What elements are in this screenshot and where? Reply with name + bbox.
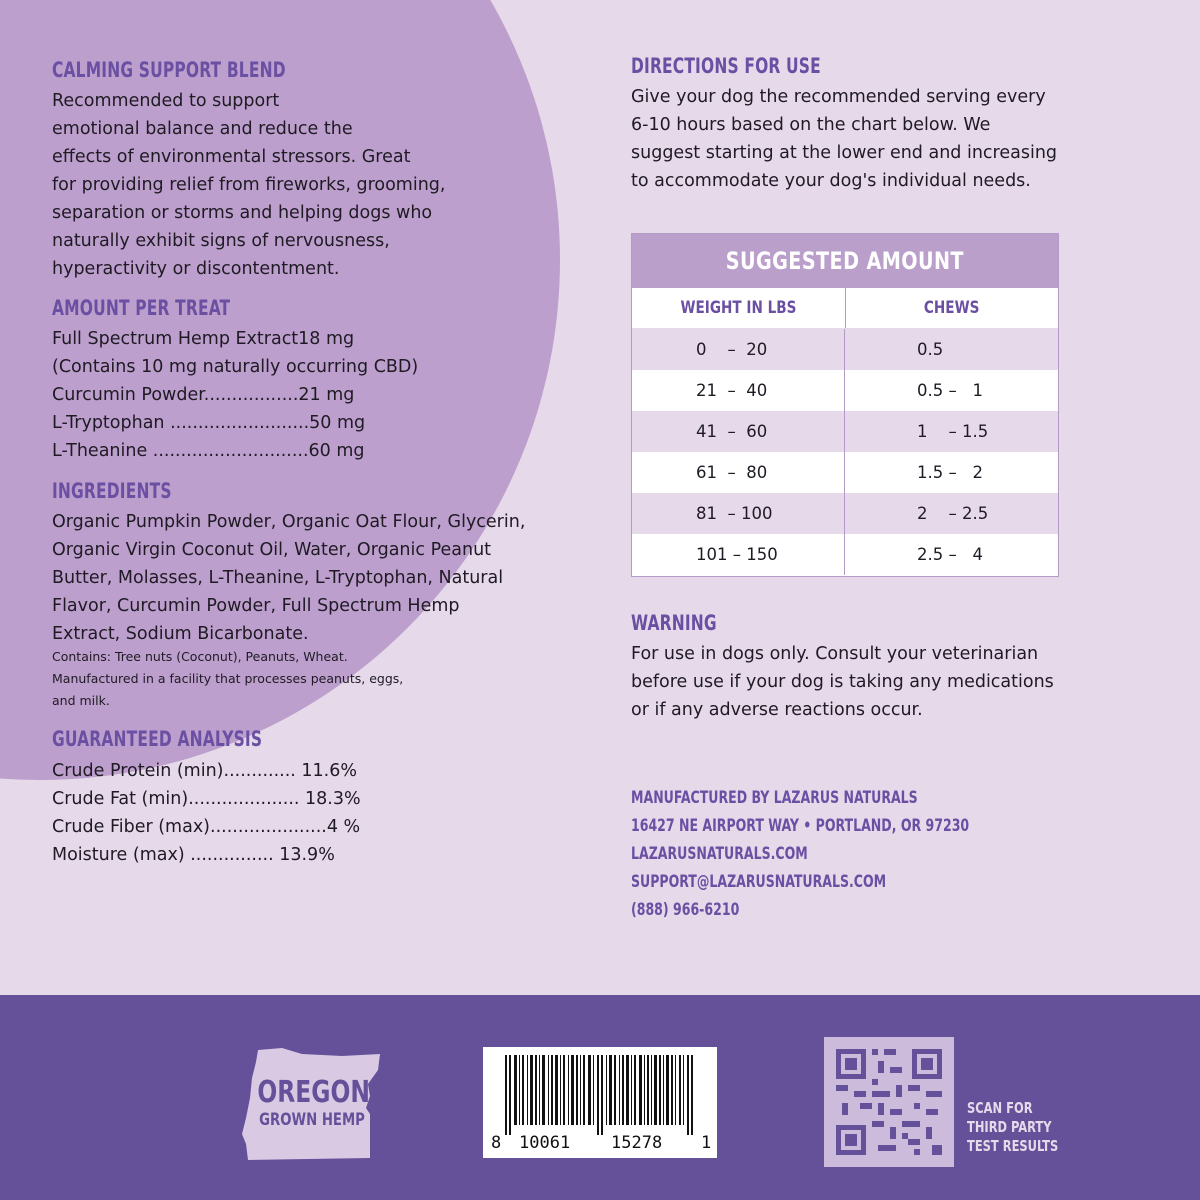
ingredients-line: Butter, Molasses, L-Theanine, L-Tryptophan, Natural xyxy=(52,568,504,588)
calming-line: hyperactivity or discontentment. xyxy=(52,259,340,279)
oregon-subtitle: GROWN HEMP xyxy=(259,1110,365,1130)
directions-line: Give your dog the recommended serving every xyxy=(631,87,1046,107)
suggested-amount-table xyxy=(631,233,1059,577)
table-title-bar xyxy=(632,234,1058,288)
chews-cell: 0.5 – 1 xyxy=(917,381,983,400)
analysis-line: Crude Fiber (max).....................4 % xyxy=(52,817,361,837)
warning-line: or if any adverse reactions occur. xyxy=(631,700,923,720)
calming-line: effects of environmental stressors. Great xyxy=(52,147,411,167)
qr-code[interactable] xyxy=(824,1037,954,1167)
chews-cell: 1 – 1.5 xyxy=(917,422,989,441)
directions-line: to accommodate your dog's individual needs. xyxy=(631,171,1031,191)
barcode-digit: 15278 xyxy=(611,1133,663,1153)
manufacturer-info xyxy=(631,784,969,924)
weight-cell: 81 – 100 xyxy=(632,493,845,534)
warning-line: For use in dogs only. Consult your veterinarian xyxy=(631,644,1039,664)
oregon-title: OREGON xyxy=(257,1075,370,1110)
ingredients-line: Organic Pumpkin Powder, Organic Oat Flour, Glycerin, xyxy=(52,512,526,532)
chews-cell: 0.5 xyxy=(917,340,944,359)
calming-line: for providing relief from fireworks, grooming, xyxy=(52,175,446,195)
table-body xyxy=(632,329,1058,575)
barcode-bars-icon xyxy=(491,1055,709,1135)
amount-line: L-Theanine ............................60 mg xyxy=(52,441,365,461)
calming-line: emotional balance and reduce the xyxy=(52,119,353,139)
manufacturer-website: LAZARUSNATURALS.COM xyxy=(631,844,808,864)
qr-caption xyxy=(967,1099,1058,1156)
table-row xyxy=(632,370,1058,411)
directions-title: DIRECTIONS FOR USE xyxy=(631,54,821,78)
calming-title: CALMING SUPPORT BLEND xyxy=(52,58,286,82)
table-row xyxy=(632,452,1058,493)
ingredients-list xyxy=(52,508,525,648)
allergen-notes xyxy=(52,646,403,712)
chews-cell: 2.5 – 4 xyxy=(917,545,983,564)
barcode xyxy=(483,1047,717,1158)
manufacturer-email: SUPPORT@LAZARUSNATURALS.COM xyxy=(631,872,887,892)
directions-text xyxy=(631,83,1057,195)
table-row xyxy=(632,493,1058,534)
manufacturer-address: 16427 NE AIRPORT WAY • PORTLAND, OR 97230 xyxy=(631,816,970,836)
weight-cell: 0 – 20 xyxy=(632,329,845,370)
amount-line: (Contains 10 mg naturally occurring CBD) xyxy=(52,357,419,377)
chews-cell: 1.5 – 2 xyxy=(917,463,983,482)
qr-caption-line: THIRD PARTY xyxy=(967,1118,1052,1136)
ingredients-line: Extract, Sodium Bicarbonate. xyxy=(52,624,309,644)
analysis-line: Crude Protein (min)............. 11.6% xyxy=(52,761,357,781)
chews-column-header xyxy=(846,288,1058,328)
analysis-title: GUARANTEED ANALYSIS xyxy=(52,727,263,751)
qr-caption-line: TEST RESULTS xyxy=(967,1137,1059,1155)
qr-caption-line: SCAN FOR xyxy=(967,1099,1033,1117)
qr-code-icon xyxy=(824,1037,954,1167)
weight-header-label: WEIGHT IN LBS xyxy=(680,298,797,318)
analysis-list xyxy=(52,757,361,869)
directions-line: suggest starting at the lower end and increasing xyxy=(631,143,1058,163)
warning-line: before use if your dog is taking any medications xyxy=(631,672,1054,692)
analysis-line: Moisture (max) ............... 13.9% xyxy=(52,845,335,865)
weight-cell: 41 – 60 xyxy=(632,411,845,452)
amount-list xyxy=(52,325,418,465)
amount-line: Curcumin Powder.................21 mg xyxy=(52,385,355,405)
warning-text xyxy=(631,640,1054,724)
table-row xyxy=(632,411,1058,452)
table-row xyxy=(632,329,1058,370)
oregon-label xyxy=(242,1076,382,1130)
ingredients-title: INGREDIENTS xyxy=(52,479,172,503)
chews-header-label: CHEWS xyxy=(924,298,980,318)
barcode-digit: 8 xyxy=(491,1133,502,1153)
allergen-line: Manufactured in a facility that processes peanuts, eggs, xyxy=(52,671,404,686)
barcode-digit: 10061 xyxy=(519,1133,571,1153)
chews-cell: 2 – 2.5 xyxy=(917,504,989,523)
table-row xyxy=(632,534,1058,575)
amount-line: L-Tryptophan .........................50 mg xyxy=(52,413,366,433)
warning-title: WARNING xyxy=(631,611,717,635)
barcode-digit: 1 xyxy=(701,1133,712,1153)
calming-line: Recommended to support xyxy=(52,91,280,111)
ingredients-line: Organic Virgin Coconut Oil, Water, Organic Peanut xyxy=(52,540,492,560)
calming-line: naturally exhibit signs of nervousness, xyxy=(52,231,390,251)
amount-title: AMOUNT PER TREAT xyxy=(52,296,231,320)
weight-column-header xyxy=(632,288,846,328)
amount-line: Full Spectrum Hemp Extract18 mg xyxy=(52,329,355,349)
weight-cell: 61 – 80 xyxy=(632,452,845,493)
weight-cell: 101 – 150 xyxy=(632,534,845,575)
manufacturer-phone: (888) 966-6210 xyxy=(631,900,740,920)
calming-description xyxy=(52,87,445,283)
table-title: SUGGESTED AMOUNT xyxy=(725,247,965,275)
ingredients-line: Flavor, Curcumin Powder, Full Spectrum Hemp xyxy=(52,596,460,616)
table-header-row xyxy=(632,288,1058,329)
allergen-line: Contains: Tree nuts (Coconut), Peanuts, Wheat. xyxy=(52,649,348,664)
allergen-line: and milk. xyxy=(52,693,110,708)
calming-line: separation or storms and helping dogs who xyxy=(52,203,433,223)
directions-line: 6-10 hours based on the chart below. We xyxy=(631,115,991,135)
manufacturer-name: MANUFACTURED BY LAZARUS NATURALS xyxy=(631,788,918,808)
analysis-line: Crude Fat (min).................... 18.3% xyxy=(52,789,361,809)
weight-cell: 21 – 40 xyxy=(632,370,845,411)
